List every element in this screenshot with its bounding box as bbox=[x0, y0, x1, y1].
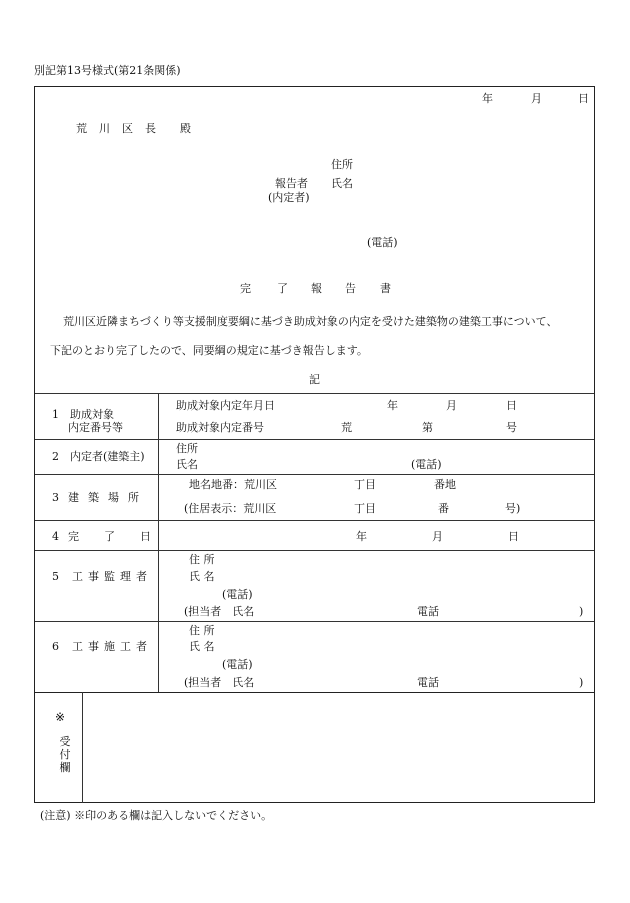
row5-char-1: 工 bbox=[72, 570, 83, 583]
row3-char-2: 築 bbox=[88, 491, 99, 504]
row3-line2-label: (住居表示：荒川区 bbox=[184, 502, 277, 515]
title-char-2: 了 bbox=[277, 282, 288, 295]
table-line-2 bbox=[35, 474, 594, 475]
row1-line1-day: 日 bbox=[506, 399, 517, 412]
addressee-char-1: 荒 bbox=[76, 122, 87, 135]
row6-char-2: 事 bbox=[88, 640, 99, 653]
row5-num: 5 bbox=[52, 570, 59, 583]
body-line-2: 下記のとおり完了したので、同要綱の規定に基づき報告します。 bbox=[50, 344, 368, 357]
row3-line2-go: 号) bbox=[505, 502, 521, 515]
row1-line1-month: 月 bbox=[446, 399, 457, 412]
row6-close: ) bbox=[579, 676, 584, 689]
row6-char-3: 施 bbox=[104, 640, 115, 653]
form-code: 別記第13号様式(第21条関係) bbox=[34, 64, 181, 77]
row4-char-3: 日 bbox=[140, 530, 151, 543]
table-line-5 bbox=[35, 621, 594, 622]
table-line-top bbox=[35, 393, 594, 394]
receipt-mark: ※ bbox=[55, 710, 66, 724]
reporter-name-label: 氏名 bbox=[331, 177, 353, 190]
row1-line2-dai: 第 bbox=[422, 421, 433, 434]
row3-line1-chome: 丁目 bbox=[354, 478, 376, 491]
table-line-1 bbox=[35, 439, 594, 440]
row6-contact-label: (担当者 氏名 bbox=[184, 676, 255, 689]
row1-line2-go: 号 bbox=[506, 421, 517, 434]
reporter-phone-label: (電話) bbox=[367, 236, 398, 249]
addressee-char-5: 殿 bbox=[180, 122, 191, 135]
row5-char-4: 理 bbox=[120, 570, 131, 583]
row3-line1-label: 地名地番：荒川区 bbox=[189, 478, 277, 491]
reporter-sub-label: (内定者) bbox=[268, 191, 310, 204]
row5-contact-label: (担当者 氏名 bbox=[184, 605, 255, 618]
row5-name: 氏 名 bbox=[189, 570, 215, 583]
row3-char-4: 所 bbox=[128, 491, 139, 504]
receipt-label: 受付欄 bbox=[59, 735, 71, 774]
row4-year: 年 bbox=[356, 530, 367, 543]
row6-phone: (電話) bbox=[222, 658, 253, 671]
row5-close: ) bbox=[579, 605, 584, 618]
ki-label: 記 bbox=[309, 373, 320, 386]
row4-num: 4 bbox=[52, 530, 59, 543]
row6-char-4: 工 bbox=[120, 640, 131, 653]
row1-label-1: 1 助成対象 bbox=[52, 408, 114, 421]
row6-contact-phone: 電話 bbox=[417, 676, 439, 689]
row2-label: 2 内定者(建築主) bbox=[52, 450, 145, 463]
row4-day: 日 bbox=[508, 530, 519, 543]
row4-char-2: 了 bbox=[104, 530, 115, 543]
table-line-4 bbox=[35, 550, 594, 551]
table-line-bottom bbox=[35, 692, 594, 693]
title-char-4: 告 bbox=[345, 282, 356, 295]
addressee-char-4: 長 bbox=[145, 122, 156, 135]
row5-char-5: 者 bbox=[136, 570, 147, 583]
footer-note: (注意) ※印のある欄は記入しないでください。 bbox=[40, 809, 273, 822]
body-line-1: 荒川区近隣まちづくり等支援制度要綱に基づき助成対象の内定を受けた建築物の建築工事について、 bbox=[63, 315, 558, 328]
row3-line2-ban: 番 bbox=[438, 502, 449, 515]
row3-line1-banchi: 番地 bbox=[434, 478, 456, 491]
row6-address: 住 所 bbox=[189, 624, 215, 637]
receipt-field[interactable] bbox=[84, 694, 593, 801]
addressee-char-3: 区 bbox=[122, 122, 133, 135]
row3-line2-chome: 丁目 bbox=[354, 502, 376, 515]
row5-phone: (電話) bbox=[222, 588, 253, 601]
row5-address: 住 所 bbox=[189, 553, 215, 566]
date-day: 日 bbox=[578, 92, 589, 105]
table-line-3 bbox=[35, 520, 594, 521]
reporter-address-label: 住所 bbox=[331, 158, 353, 171]
row6-char-1: 工 bbox=[72, 640, 83, 653]
row4-month: 月 bbox=[432, 530, 443, 543]
row1-line1-year: 年 bbox=[387, 399, 398, 412]
row1-line2-ara: 荒 bbox=[341, 421, 352, 434]
row4-char-1: 完 bbox=[68, 530, 79, 543]
addressee-char-2: 川 bbox=[99, 122, 110, 135]
reporter-label: 報告者 bbox=[275, 177, 308, 190]
date-month: 月 bbox=[531, 92, 542, 105]
date-year: 年 bbox=[482, 92, 493, 105]
row5-contact-phone: 電話 bbox=[417, 605, 439, 618]
row1-label-2: 内定番号等 bbox=[68, 421, 123, 434]
row5-char-2: 事 bbox=[88, 570, 99, 583]
row1-line1-label: 助成対象内定年月日 bbox=[176, 399, 275, 412]
row2-name: 氏名 bbox=[176, 458, 198, 471]
row3-num: 3 bbox=[52, 491, 59, 504]
row6-name: 氏 名 bbox=[189, 640, 215, 653]
row5-char-3: 監 bbox=[104, 570, 115, 583]
row3-char-3: 場 bbox=[108, 491, 119, 504]
row1-line2-label: 助成対象内定番号 bbox=[176, 421, 264, 434]
row2-phone: (電話) bbox=[411, 458, 442, 471]
receipt-divider bbox=[82, 692, 83, 803]
title-char-5: 書 bbox=[380, 282, 391, 295]
row6-num: 6 bbox=[52, 640, 59, 653]
title-char-3: 報 bbox=[311, 282, 322, 295]
row2-address: 住所 bbox=[176, 442, 198, 455]
title-char-1: 完 bbox=[240, 282, 251, 295]
row6-char-5: 者 bbox=[136, 640, 147, 653]
table-divider bbox=[158, 393, 159, 692]
row3-char-1: 建 bbox=[68, 491, 79, 504]
